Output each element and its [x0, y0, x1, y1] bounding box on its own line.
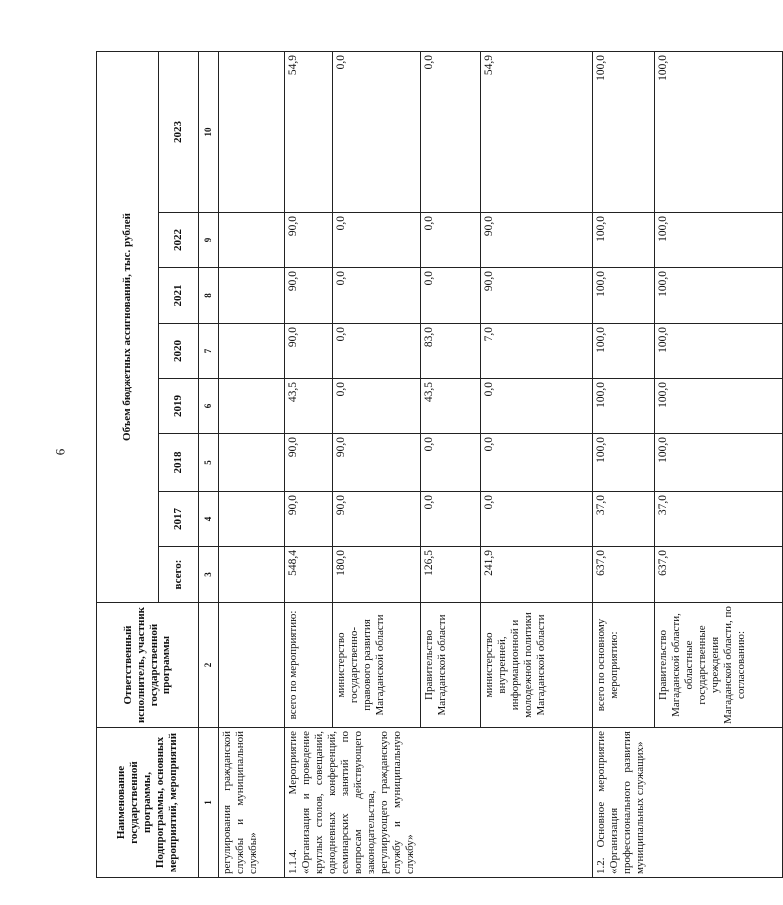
value-cell: 0,0 — [481, 492, 593, 547]
column-number: 3 — [199, 547, 219, 603]
value-cell: 100,0 — [593, 324, 655, 379]
value-cell — [219, 492, 285, 547]
header-total: всего: — [159, 547, 199, 603]
header-year: 2017 — [159, 492, 199, 547]
value-cell: 100,0 — [593, 268, 655, 324]
value-cell: 54,9 — [285, 51, 333, 212]
column-number: 8 — [199, 268, 219, 324]
value-cell: 83,0 — [421, 324, 481, 379]
value-cell: 100,0 — [655, 213, 783, 268]
column-number: 2 — [199, 603, 219, 728]
value-cell: 0,0 — [333, 324, 421, 379]
header-year: 2020 — [159, 324, 199, 379]
value-cell: 90,0 — [285, 213, 333, 268]
budget-table — [96, 51, 783, 878]
column-number-row — [199, 51, 219, 877]
executor-cell: министерство внутренней, информационной и молодежной политики Магаданской области — [481, 603, 593, 728]
column-number: 1 — [199, 728, 219, 878]
total-cell — [219, 547, 285, 603]
value-cell — [219, 379, 285, 434]
value-cell: 0,0 — [481, 434, 593, 492]
value-cell: 0,0 — [421, 51, 481, 212]
value-cell: 0,0 — [421, 434, 481, 492]
total-cell: 241,9 — [481, 547, 593, 603]
value-cell: 0,0 — [333, 51, 421, 212]
value-cell: 100,0 — [655, 268, 783, 324]
value-cell: 100,0 — [655, 434, 783, 492]
value-cell: 0,0 — [421, 268, 481, 324]
column-number: 4 — [199, 492, 219, 547]
total-cell: 126,5 — [421, 547, 481, 603]
header-year: 2021 — [159, 268, 199, 324]
header-year: 2019 — [159, 379, 199, 434]
table-row — [219, 51, 285, 877]
value-cell: 90,0 — [285, 492, 333, 547]
value-cell: 100,0 — [593, 51, 655, 212]
value-cell: 90,0 — [333, 492, 421, 547]
column-number: 5 — [199, 434, 219, 492]
value-cell: 90,0 — [333, 434, 421, 492]
value-cell: 7,0 — [481, 324, 593, 379]
executor-cell: всего по мероприятию: — [285, 603, 333, 728]
value-cell: 0,0 — [333, 379, 421, 434]
program-name-cell: 1.2. Основное мероприятие «Организация профессионального развития муниципальных служащих» — [593, 728, 783, 878]
page-number: 6 — [52, 448, 68, 456]
value-cell: 100,0 — [593, 434, 655, 492]
program-name-cell: регулирования гражданской службы и муниципальной службы» — [219, 728, 285, 878]
value-cell: 90,0 — [481, 268, 593, 324]
value-cell: 90,0 — [285, 324, 333, 379]
value-cell — [219, 51, 285, 212]
column-number: 7 — [199, 324, 219, 379]
value-cell: 0,0 — [421, 492, 481, 547]
header-year: 2023 — [159, 51, 199, 212]
value-cell — [219, 434, 285, 492]
value-cell: 90,0 — [481, 213, 593, 268]
table-row — [593, 51, 655, 877]
value-cell: 100,0 — [655, 51, 783, 212]
total-cell: 637,0 — [593, 547, 655, 603]
value-cell — [219, 324, 285, 379]
total-cell: 548,4 — [285, 547, 333, 603]
executor-cell: Правительство Магаданской области, областные государственные учреждения Магаданской области, по согласованию: — [655, 603, 783, 728]
value-cell: 43,5 — [285, 379, 333, 434]
value-cell: 0,0 — [333, 213, 421, 268]
value-cell — [219, 213, 285, 268]
value-cell: 100,0 — [593, 213, 655, 268]
total-cell: 637,0 — [655, 547, 783, 603]
value-cell: 43,5 — [421, 379, 481, 434]
executor-cell — [219, 603, 285, 728]
rotated-table-container — [96, 52, 747, 878]
value-cell: 90,0 — [285, 268, 333, 324]
value-cell: 0,0 — [481, 379, 593, 434]
header-name: Наименование государственной программы, Подпрограммы, основных мероприятий, мероприятий — [97, 728, 199, 878]
value-cell: 37,0 — [655, 492, 783, 547]
header-executor: Ответственный исполнитель, участник государственной программы — [97, 603, 199, 728]
column-number: 6 — [199, 379, 219, 434]
value-cell: 0,0 — [421, 213, 481, 268]
column-number: 9 — [199, 213, 219, 268]
value-cell: 0,0 — [333, 268, 421, 324]
value-cell — [219, 268, 285, 324]
header-year: 2022 — [159, 213, 199, 268]
header-year: 2018 — [159, 434, 199, 492]
value-cell: 54,9 — [481, 51, 593, 212]
table-row — [285, 51, 333, 877]
value-cell: 100,0 — [593, 379, 655, 434]
value-cell: 100,0 — [655, 324, 783, 379]
value-cell: 90,0 — [285, 434, 333, 492]
total-cell: 180,0 — [333, 547, 421, 603]
header-budget: Объем бюджетных ассигнований, тыс. рублей — [97, 51, 159, 602]
executor-cell: министерство государственно-правового развития Магаданской области — [333, 603, 421, 728]
program-name-cell: 1.1.4. Мероприятие «Организация и проведение круглых столов, совещаний, однодневных конференций, семинарских занятий по вопросам действующего законодательства, регулирующего гражданскую службу и муниципальную службу» — [285, 728, 593, 878]
column-number: 10 — [199, 51, 219, 212]
value-cell: 100,0 — [655, 379, 783, 434]
executor-cell: Правительство Магаданской области — [421, 603, 481, 728]
value-cell: 37,0 — [593, 492, 655, 547]
executor-cell: всего по основному мероприятию: — [593, 603, 655, 728]
